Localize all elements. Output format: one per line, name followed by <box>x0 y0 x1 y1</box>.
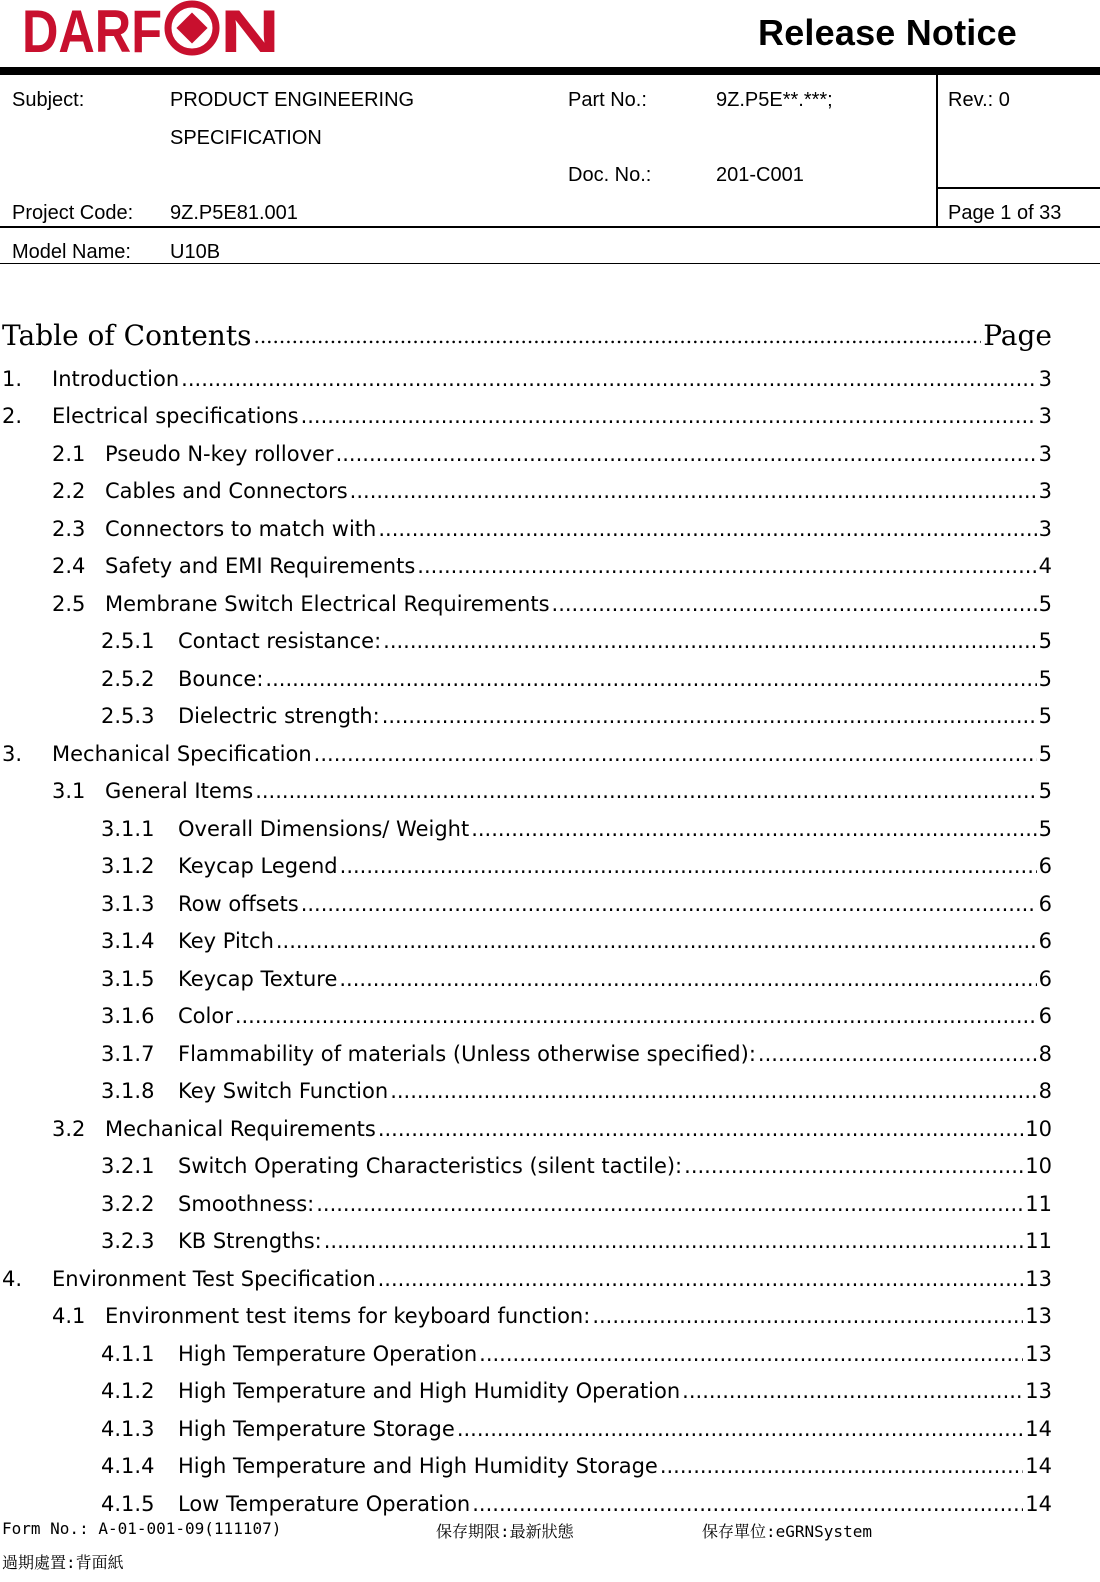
toc-entry[interactable] <box>0 473 1052 511</box>
toc-entry-number: 3.2.3 <box>101 1229 155 1254</box>
toc-entry-number: 3.1.5 <box>101 966 155 991</box>
toc-entry-page: 5 <box>1038 816 1052 841</box>
toc-entry-text: Dielectric strength: <box>178 704 380 729</box>
toc-entry[interactable] <box>0 360 1052 398</box>
toc-entry-leader <box>479 1342 1023 1366</box>
toc-entry-leader <box>350 479 1037 503</box>
subject-value-line2: SPECIFICATION <box>170 127 322 149</box>
toc-entry-leader <box>301 892 1037 916</box>
toc-entry-leader <box>682 1379 1023 1403</box>
project-code-value: 9Z.P5E81.001 <box>170 202 298 224</box>
toc-entry[interactable] <box>0 1485 1052 1523</box>
toc-entry-number: 2.2 <box>52 479 86 504</box>
rev-page-divider <box>936 187 1100 189</box>
toc-entry-page: 14 <box>1025 1454 1052 1479</box>
toc-entry[interactable] <box>0 923 1052 961</box>
toc-entry-page: 13 <box>1025 1266 1052 1291</box>
toc-entry[interactable] <box>0 435 1052 473</box>
project-code-label: Project Code: <box>12 202 134 224</box>
project-row-bottom-rule <box>0 226 1100 228</box>
toc-entry-leader <box>471 817 1036 841</box>
toc-entry-number: 3.2.2 <box>101 1191 155 1216</box>
toc-entry-leader <box>383 629 1036 653</box>
toc-entry-page: 6 <box>1038 929 1052 954</box>
toc-entry-text: Smoothness: <box>178 1191 315 1216</box>
toc-entry-text: Keycap Legend <box>178 854 338 879</box>
toc-entry-text: Key Switch Function <box>178 1079 389 1104</box>
toc-entry[interactable] <box>0 585 1052 623</box>
toc-entry[interactable] <box>0 398 1052 436</box>
toc-entry-text: High Temperature Operation <box>178 1341 478 1366</box>
toc-entry[interactable] <box>0 698 1052 736</box>
toc-entry-leader <box>235 1004 1037 1028</box>
toc-entry[interactable] <box>0 1035 1052 1073</box>
toc-entry-text: Color <box>178 1004 233 1029</box>
toc-entry-page: 14 <box>1025 1491 1052 1516</box>
toc-entry[interactable] <box>0 998 1052 1036</box>
toc-entry[interactable] <box>0 1260 1052 1298</box>
toc-entry-page: 5 <box>1038 591 1052 616</box>
toc-entry-text: Mechanical Specification <box>52 741 312 766</box>
toc-title-row <box>2 316 1052 352</box>
toc-entry-leader <box>552 592 1037 616</box>
toc-entry-number: 3.1.1 <box>101 816 155 841</box>
doc-no-value: 201-C001 <box>716 164 804 186</box>
rev-column-divider <box>936 75 938 227</box>
toc-entry-page: 10 <box>1025 1154 1052 1179</box>
toc-entry[interactable] <box>0 1335 1052 1373</box>
toc-entry-number: 3.1.2 <box>101 854 155 879</box>
toc-entry-leader <box>340 854 1037 878</box>
toc-entry-page: 5 <box>1038 741 1052 766</box>
toc-entry-number: 1. <box>2 366 23 391</box>
part-no-value: 9Z.P5E**.***; <box>716 89 833 111</box>
toc-entry-text: Keycap Texture <box>178 966 338 991</box>
toc-entry-text: Overall Dimensions/ Weight <box>178 816 470 841</box>
toc-entry-text: Low Temperature Operation <box>178 1491 471 1516</box>
toc-entry-text: Membrane Switch Electrical Requirements <box>105 591 550 616</box>
toc-entry-number: 4.1.4 <box>101 1454 155 1479</box>
footer-retention-unit: 保存單位:eGRNSystem <box>702 1522 872 1541</box>
toc-entry-leader <box>255 779 1036 803</box>
toc-entry[interactable] <box>0 1148 1052 1186</box>
toc-entry[interactable] <box>0 510 1052 548</box>
toc-entry[interactable] <box>0 1410 1052 1448</box>
toc-entry-page: 14 <box>1025 1416 1052 1441</box>
toc-entry-page: 5 <box>1038 629 1052 654</box>
header-thick-rule <box>0 67 1100 75</box>
toc-entry-text: Bounce: <box>178 666 264 691</box>
toc-entry-number: 2.5.1 <box>101 629 155 654</box>
toc-entry-page: 3 <box>1038 479 1052 504</box>
toc-entry-page: 3 <box>1038 404 1052 429</box>
toc-entry-number: 2.3 <box>52 516 86 541</box>
toc-entry-leader <box>660 1454 1023 1478</box>
toc-entry[interactable] <box>0 548 1052 586</box>
toc-entry-text: Switch Operating Characteristics (silent tactile): <box>178 1154 683 1179</box>
toc-entry[interactable] <box>0 773 1052 811</box>
toc-entry-number: 4.1.5 <box>101 1491 155 1516</box>
toc-entry[interactable] <box>0 848 1052 886</box>
document-type-title: Release Notice <box>758 12 1017 53</box>
toc-entry-leader <box>265 667 1036 691</box>
toc-entry-text: Pseudo N-key rollover <box>105 441 334 466</box>
toc-entry-number: 2.5.3 <box>101 704 155 729</box>
toc-entry[interactable] <box>0 1185 1052 1223</box>
toc-list <box>0 360 1052 1523</box>
toc-entry-text: Key Pitch <box>178 929 274 954</box>
toc-entry-leader <box>336 442 1037 466</box>
toc-entry[interactable] <box>0 1298 1052 1336</box>
toc-entry-text: Flammability of materials (Unless otherwise specified): <box>178 1041 756 1066</box>
toc-entry-number: 2.1 <box>52 441 86 466</box>
toc-entry-page: 8 <box>1038 1079 1052 1104</box>
toc-entry-text: Safety and EMI Requirements <box>105 554 416 579</box>
toc-entry-page: 10 <box>1025 1116 1052 1141</box>
model-name-label: Model Name: <box>12 241 131 263</box>
toc-title-leader <box>253 326 981 346</box>
svg-text:N: N <box>220 0 280 58</box>
toc-entry-number: 3.1.7 <box>101 1041 155 1066</box>
toc-entry-page: 11 <box>1025 1229 1052 1254</box>
model-row-bottom-rule <box>0 263 1100 264</box>
toc-entry-text: Cables and Connectors <box>105 479 348 504</box>
darfon-logo <box>22 0 292 58</box>
toc-entry-text: General Items <box>105 779 254 804</box>
footer-form-number: Form No.: A-01-001-09(111107) <box>2 1519 282 1538</box>
toc-entry-text: Contact resistance: <box>178 629 382 654</box>
toc-entry-leader <box>324 1229 1024 1253</box>
toc-entry-text: Environment test items for keyboard function: <box>105 1304 591 1329</box>
toc-entry-leader <box>457 1417 1023 1441</box>
toc-entry-page: 6 <box>1038 854 1052 879</box>
footer-disposal: 過期處置:背面紙 <box>2 1553 124 1572</box>
toc-entry-leader <box>301 404 1037 428</box>
toc-entry-text: Environment Test Specification <box>52 1266 376 1291</box>
toc-entry-number: 4.1.3 <box>101 1416 155 1441</box>
toc-entry-page: 6 <box>1038 1004 1052 1029</box>
toc-entry[interactable] <box>0 1448 1052 1486</box>
subject-label: Subject: <box>12 89 85 111</box>
toc-entry-number: 4.1.2 <box>101 1379 155 1404</box>
page-info: Page 1 of 33 <box>948 202 1062 224</box>
toc-entry-text: High Temperature and High Humidity Storage <box>178 1454 658 1479</box>
toc-title: Table of Contents <box>2 319 252 352</box>
toc-entry-leader <box>684 1154 1023 1178</box>
toc-entry-text: Electrical specifications <box>52 404 299 429</box>
toc-entry[interactable] <box>0 1223 1052 1261</box>
toc-entry-leader <box>592 1304 1023 1328</box>
toc-entry-text: Mechanical Requirements <box>105 1116 376 1141</box>
toc-entry-number: 4.1.1 <box>101 1341 155 1366</box>
toc-entry-page: 4 <box>1038 554 1052 579</box>
toc-entry-number: 2.4 <box>52 554 86 579</box>
toc-entry-number: 3.1.6 <box>101 1004 155 1029</box>
toc-entry-leader <box>339 967 1036 991</box>
toc-entry-number: 2. <box>2 404 23 429</box>
toc-entry-leader <box>758 1042 1037 1066</box>
toc-entry-text: High Temperature Storage <box>178 1416 455 1441</box>
model-name-value: U10B <box>170 241 221 263</box>
toc-entry-page: 8 <box>1038 1041 1052 1066</box>
toc-entry[interactable] <box>0 1110 1052 1148</box>
toc-entry-page: 6 <box>1038 966 1052 991</box>
toc-entry[interactable] <box>0 735 1052 773</box>
toc-entry-page: 13 <box>1025 1304 1052 1329</box>
toc-entry-page: 3 <box>1038 366 1052 391</box>
toc-entry[interactable] <box>0 885 1052 923</box>
toc-entry[interactable] <box>0 660 1052 698</box>
toc-entry-page: 13 <box>1025 1341 1052 1366</box>
toc-entry-leader <box>382 704 1037 728</box>
toc-entry-text: KB Strengths: <box>178 1229 322 1254</box>
toc-entry-text: High Temperature and High Humidity Operation <box>178 1379 681 1404</box>
toc-entry[interactable] <box>0 810 1052 848</box>
svg-text:DARF: DARF <box>22 0 162 58</box>
toc-entry[interactable] <box>0 960 1052 998</box>
toc-entry-leader <box>314 742 1037 766</box>
toc-entry[interactable] <box>0 1373 1052 1411</box>
subject-value-line1: PRODUCT ENGINEERING <box>170 89 415 111</box>
toc-entry-page: 5 <box>1038 666 1052 691</box>
toc-entry-leader <box>390 1079 1036 1103</box>
toc-entry-leader <box>378 1117 1023 1141</box>
toc-entry-leader <box>378 1267 1024 1291</box>
toc-entry-number: 3.2 <box>52 1116 86 1141</box>
toc-entry-number: 2.5.2 <box>101 666 155 691</box>
toc-entry-leader <box>181 367 1036 391</box>
toc-entry[interactable] <box>0 1073 1052 1111</box>
toc-entry-leader <box>316 1192 1023 1216</box>
toc-entry-number: 3.1.3 <box>101 891 155 916</box>
doc-no-label: Doc. No.: <box>568 164 652 186</box>
revision: Rev.: 0 <box>948 89 1010 111</box>
toc-entry[interactable] <box>0 623 1052 661</box>
toc-entry-page: 11 <box>1025 1191 1052 1216</box>
toc-entry-text: Introduction <box>52 366 180 391</box>
toc-entry-page: 5 <box>1038 779 1052 804</box>
toc-entry-page: 3 <box>1038 516 1052 541</box>
toc-entry-leader <box>276 929 1037 953</box>
part-no-label: Part No.: <box>568 89 647 111</box>
toc-entry-leader <box>417 554 1036 578</box>
toc-entry-number: 3.2.1 <box>101 1154 155 1179</box>
toc-entry-number: 3.1 <box>52 779 86 804</box>
toc-entry-leader <box>378 517 1036 541</box>
toc-entry-page: 6 <box>1038 891 1052 916</box>
toc-entry-page: 3 <box>1038 441 1052 466</box>
toc-page-label: Page <box>983 319 1052 352</box>
toc-entry-number: 3. <box>2 741 23 766</box>
footer-retention-period: 保存期限:最新狀態 <box>436 1522 574 1541</box>
toc-entry-page: 13 <box>1025 1379 1052 1404</box>
toc-entry-text: Connectors to match with <box>105 516 377 541</box>
toc-entry-page: 5 <box>1038 704 1052 729</box>
toc-entry-leader <box>472 1492 1023 1516</box>
toc-entry-number: 3.1.4 <box>101 929 155 954</box>
toc-entry-number: 4. <box>2 1266 23 1291</box>
toc-entry-text: Row offsets <box>178 891 299 916</box>
toc-entry-number: 4.1 <box>52 1304 86 1329</box>
toc-entry-number: 2.5 <box>52 591 86 616</box>
toc-entry-number: 3.1.8 <box>101 1079 155 1104</box>
